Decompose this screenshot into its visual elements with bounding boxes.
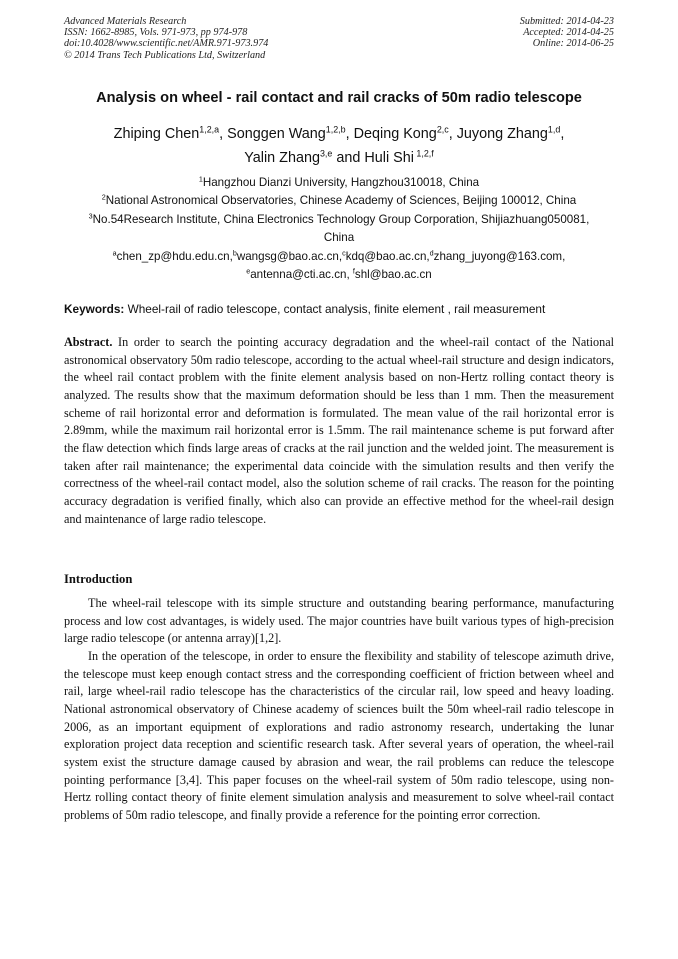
issn-line: ISSN: 1662-8985, Vols. 971-973, pp 974-978 [64,27,248,39]
author-line [40,122,638,146]
author-affil-mark: 3,e [319,148,333,159]
author [114,126,219,142]
author-name: Huli Shi [364,150,414,166]
author-separator: , [219,126,228,142]
introduction-body [64,595,614,825]
email-address[interactable]: zhang_juyong@163.com, [433,249,566,263]
author-name: Zhiping Chen [113,126,200,142]
intro-paragraph: The wheel-rail telescope with its simple structure and outstanding bearing performance, manufacturing process and low cost advantages, is widely used. The major countries have built various types of high-precision large radio telescope (or antenna array)[1,2]. [64,596,614,646]
author-name: Songgen Wang [227,126,326,142]
copyright-line: © 2014 Trans Tech Publications Ltd, Switzerland [64,49,266,61]
author-separator: and [332,150,365,166]
affiliation [40,211,638,229]
email[interactable] [113,250,233,263]
email[interactable] [353,268,432,281]
affiliation-text: China [323,231,355,245]
keywords [64,302,614,316]
submission-dates [520,16,614,50]
affiliation [40,192,638,210]
email-mark: b [232,248,237,258]
author-name: Deqing Kong [353,126,437,142]
affiliation-text: National Astronomical Observatories, Chinese Academy of Sciences, Beijing 100012, China [105,194,577,208]
affiliation-continued [40,229,638,247]
email-address[interactable]: shl@bao.ac.cn [354,268,432,282]
keywords-text: Wheel-rail of radio telescope, contact analysis, finite element , rail measurement [124,302,546,316]
email[interactable] [233,250,342,263]
affiliation [40,174,638,192]
affiliation-text: Hangzhou Dianzi University, Hangzhou310018, China [202,176,480,189]
affiliation-mark: 3 [88,211,93,221]
section-heading-introduction: Introduction [64,572,133,586]
doi-line: doi:10.4028/www.scientific.net/AMR.971-973.974 [64,38,269,50]
accepted-date: Accepted: 2014-04-25 [523,27,614,39]
email-address[interactable]: antenna@cti.ac.cn, [250,268,353,282]
affiliations [40,174,638,284]
email-address[interactable]: wangsg@bao.ac.cn, [236,249,343,263]
author-separator: , [448,126,457,142]
intro-paragraph: In the operation of the telescope, in order to ensure the flexibility and stability of telescope azimuth drive, the telescope must keep enough contact stress and the corresponding coefficient of friction between wheel and rail, large wheel-rail radio telescope has the characteristics of the circular rail, low speed and heavy loading. National astronomical observatory of Chinese academy of sciences built the 50m wheel-rail radio telescope in 2006, as an important equipment of explorations and radio astronomy research, undertaking the lunar exploration project data reception and scientific research task. After several years of operation, the wheel-rail system exist the structure damage caused by abrasion and wear, the rail problems can reduce the telescope pointing performance [3,4]. This paper focuses on the wheel-rail system of 50m radio telescope, using non-Hertz rolling contact theory of finite element simulation analysis and measurement to solve wheel-rail contact problems of 50m radio telescope, and finally provide a reference for the pointing error correction. [64,648,614,822]
affiliation-mark: 2 [101,192,106,202]
author-affil-mark: 1,2,a [199,124,220,135]
online-date: Online: 2014-06-25 [532,38,614,50]
author-affil-mark: 1,d [547,124,561,135]
email-mark: c [342,248,346,258]
author [457,126,561,142]
email[interactable] [430,250,566,263]
journal-info [64,16,268,61]
author [354,126,449,142]
keywords-label: Keywords: [64,302,125,316]
author-affil-mark: 2,c [436,124,449,135]
email-mark: f [352,266,355,276]
author-name: Yalin Zhang [244,150,320,166]
paper-title: Analysis on wheel - rail contact and rail cracks of 50m radio telescope [96,90,582,106]
email-address[interactable]: chen_zp@hdu.edu.cn, [116,249,233,263]
author-separator: , [560,126,565,142]
abstract [64,334,614,528]
email-mark: e [246,266,251,276]
affiliation-mark: 1 [198,174,203,184]
email[interactable] [246,268,353,281]
author-affil-mark: 1,2,f [413,148,434,159]
abstract-text: In order to search the pointing accuracy degradation and the wheel-rail contact of the National astronomical observatory 50m radio telescope, according to the actual wheel-rail structure and design indicators, the wheel rail contact problem with the finite element analysis based on non-Hertz rolling contact theory is analyzed. The results show that the maximum deformation should be less than 1 mm. Then the measurement scheme of rail horizontal error and deformation is formulated. The mean value of the rail horizontal error is 2.89mm, while the maximum rail horizontal error is 1.5mm. The rail maintenance scheme is put forward after the flaw detection which finds large areas of cracks at the rail junction and the welded joint. The measurement is taken after rail maintenance; the experimental data coincide with the simulation results and then verify the correctness of the wheel-rail contact model, also the solution scheme of rail cracks. The reason for the pointing accuracy degradation is verified finally, which also can provide an effective method for the wheel-rail design and maintenance of large radio telescope. [64,335,614,526]
email-mark: a [112,248,117,258]
email[interactable] [342,250,430,263]
author-name: Juyong Zhang [456,126,548,142]
email-mark: d [429,248,434,258]
journal-name: Advanced Materials Research [64,16,187,27]
author [364,150,433,166]
author-list [40,122,638,170]
email-line [40,248,638,266]
submitted-date: Submitted: 2014-04-23 [519,16,614,27]
affiliation-text: No.54Research Institute, China Electronics Technology Group Corporation, Shijiazhuang050081, [92,212,590,226]
abstract-label: Abstract. [64,335,113,349]
author [227,126,346,142]
email-address[interactable]: kdq@bao.ac.cn, [345,249,430,263]
email-line [40,266,638,284]
author-line [40,146,638,170]
author-affil-mark: 1,2,b [325,124,346,135]
author-separator: , [345,126,354,142]
author [244,150,332,166]
